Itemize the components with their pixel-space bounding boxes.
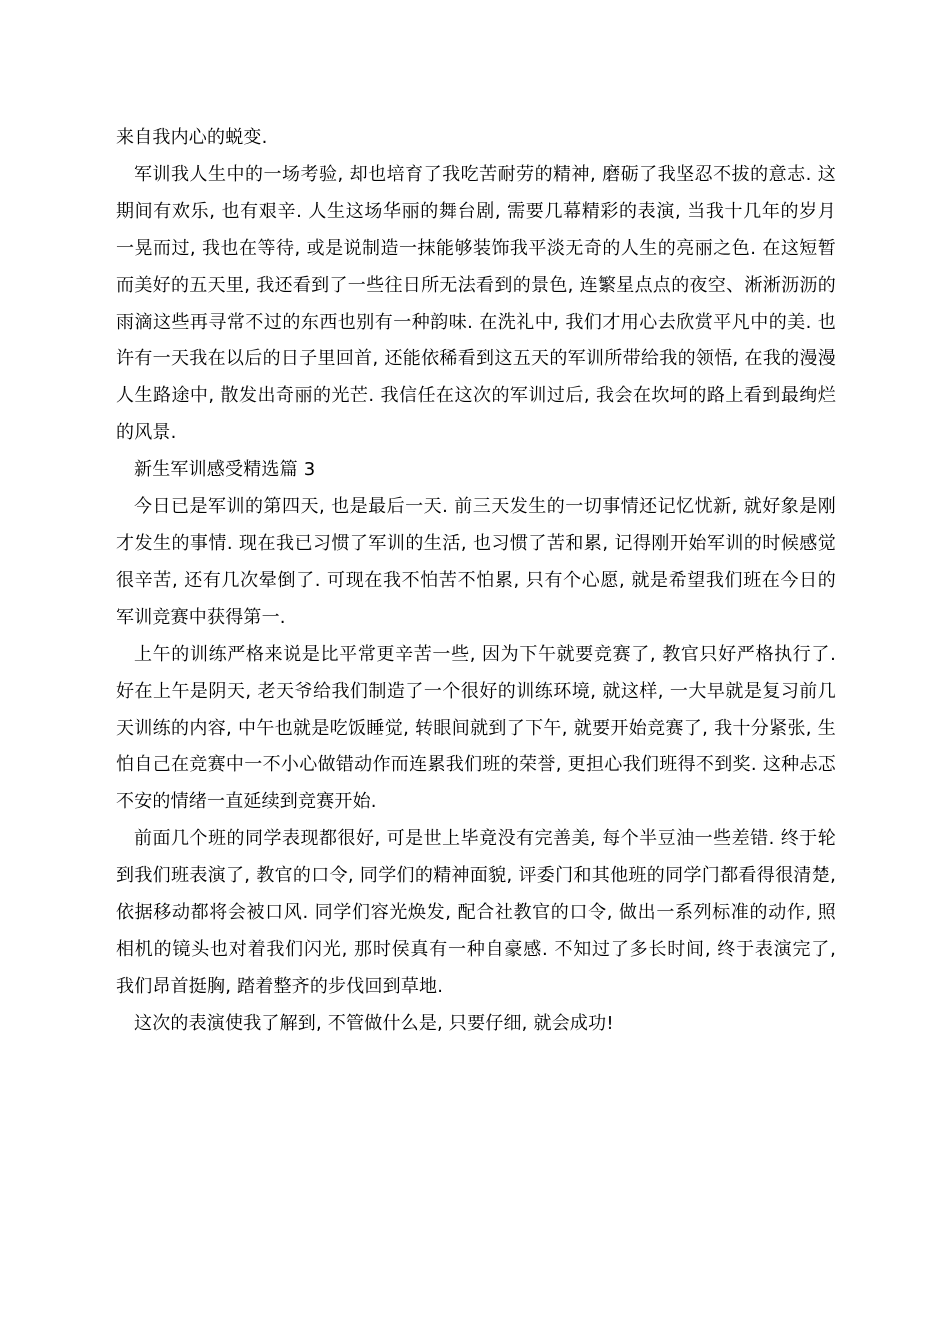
- paragraph-performance: 前面几个班的同学表现都很好, 可是世上毕竟没有完善美, 每个半豆油一些差错. 终于轮到我们班表演了, 教官的口令, 同学们的精神面貌, 评委门和其他班的同学门都看得很清楚, 依据移动都将会被口风. 同学们容光焕发, 配合社教官的口令, 做出一系列标准的动作, 照相机的镜头也对着我们闪光, 那时侯真有一种自豪感. 不知过了多长时间, 终于表演完了, 我们昂首挺胸, 踏着整齐的步伐回到草地.: [116, 828, 836, 997]
- paragraph-military-training-reflection: 军训我人生中的一场考验, 却也培育了我吃苦耐劳的精神, 磨砺了我坚忍不拔的意志. 这期间有欢乐, 也有艰辛. 人生这场华丽的舞台剧, 需要几幕精彩的表演, 当我十几年的岁月一晃而过, 我也在等待, 或是说制造一抹能够装饰我平淡无奇的人生的亮丽之色. 在这短暂而美好的五天里, 我还看到了一些往日所无法看到的景色, 连繁星点点的夜空、淅淅沥沥的雨滴这些再寻常不过的东西也别有一种韵味. 在洗礼中, 我们才用心去欣赏平凡中的美. 也许有一天我在以后的日子里回首, 还能依稀看到这五天的军训所带给我的领悟, 在我的漫漫人生路途中, 散发出奇丽的光芒. 我信任在这次的军训过后, 我会在坎坷的路上看到最绚烂的风景.: [116, 163, 836, 444]
- section-heading: 新生军训感受精选篇 3: [134, 459, 316, 481]
- document-page: [116, 120, 836, 1043]
- paragraph-morning-training: 上午的训练严格来说是比平常更辛苦一些, 因为下午就要竞赛了, 教官只好严格执行了. 好在上午是阴天, 老天爷给我们制造了一个很好的训练环境, 就这样, 一大早就是复习前几天训练的内容, 中午也就是吃饭睡觉, 转眼间就到了下午, 就要开始竞赛了, 我十分紧张, 生怕自己在竞赛中一不小心做错动作而连累我们班的荣誉, 更担心我们班得不到奖. 这种忐忑不安的情绪一直延续到竞赛开始.: [116, 643, 836, 813]
- paragraph-conclusion: 这次的表演使我了解到, 不管做什么是, 只要仔细, 就会成功!: [134, 1012, 614, 1034]
- paragraph-continuation: 来自我内心的蜕变.: [116, 127, 268, 148]
- paragraph-fourth-day: 今日已是军训的第四天, 也是最后一天. 前三天发生的一切事情还记忆忧新, 就好象是刚才发生的事情. 现在我已习惯了军训的生活, 也习惯了苦和累, 记得刚开始军训的时候感觉很辛苦, 还有几次晕倒了. 可现在我不怕苦不怕累, 只有个心愿, 就是希望我们班在今日的军训竞赛中获得第一.: [116, 496, 836, 628]
